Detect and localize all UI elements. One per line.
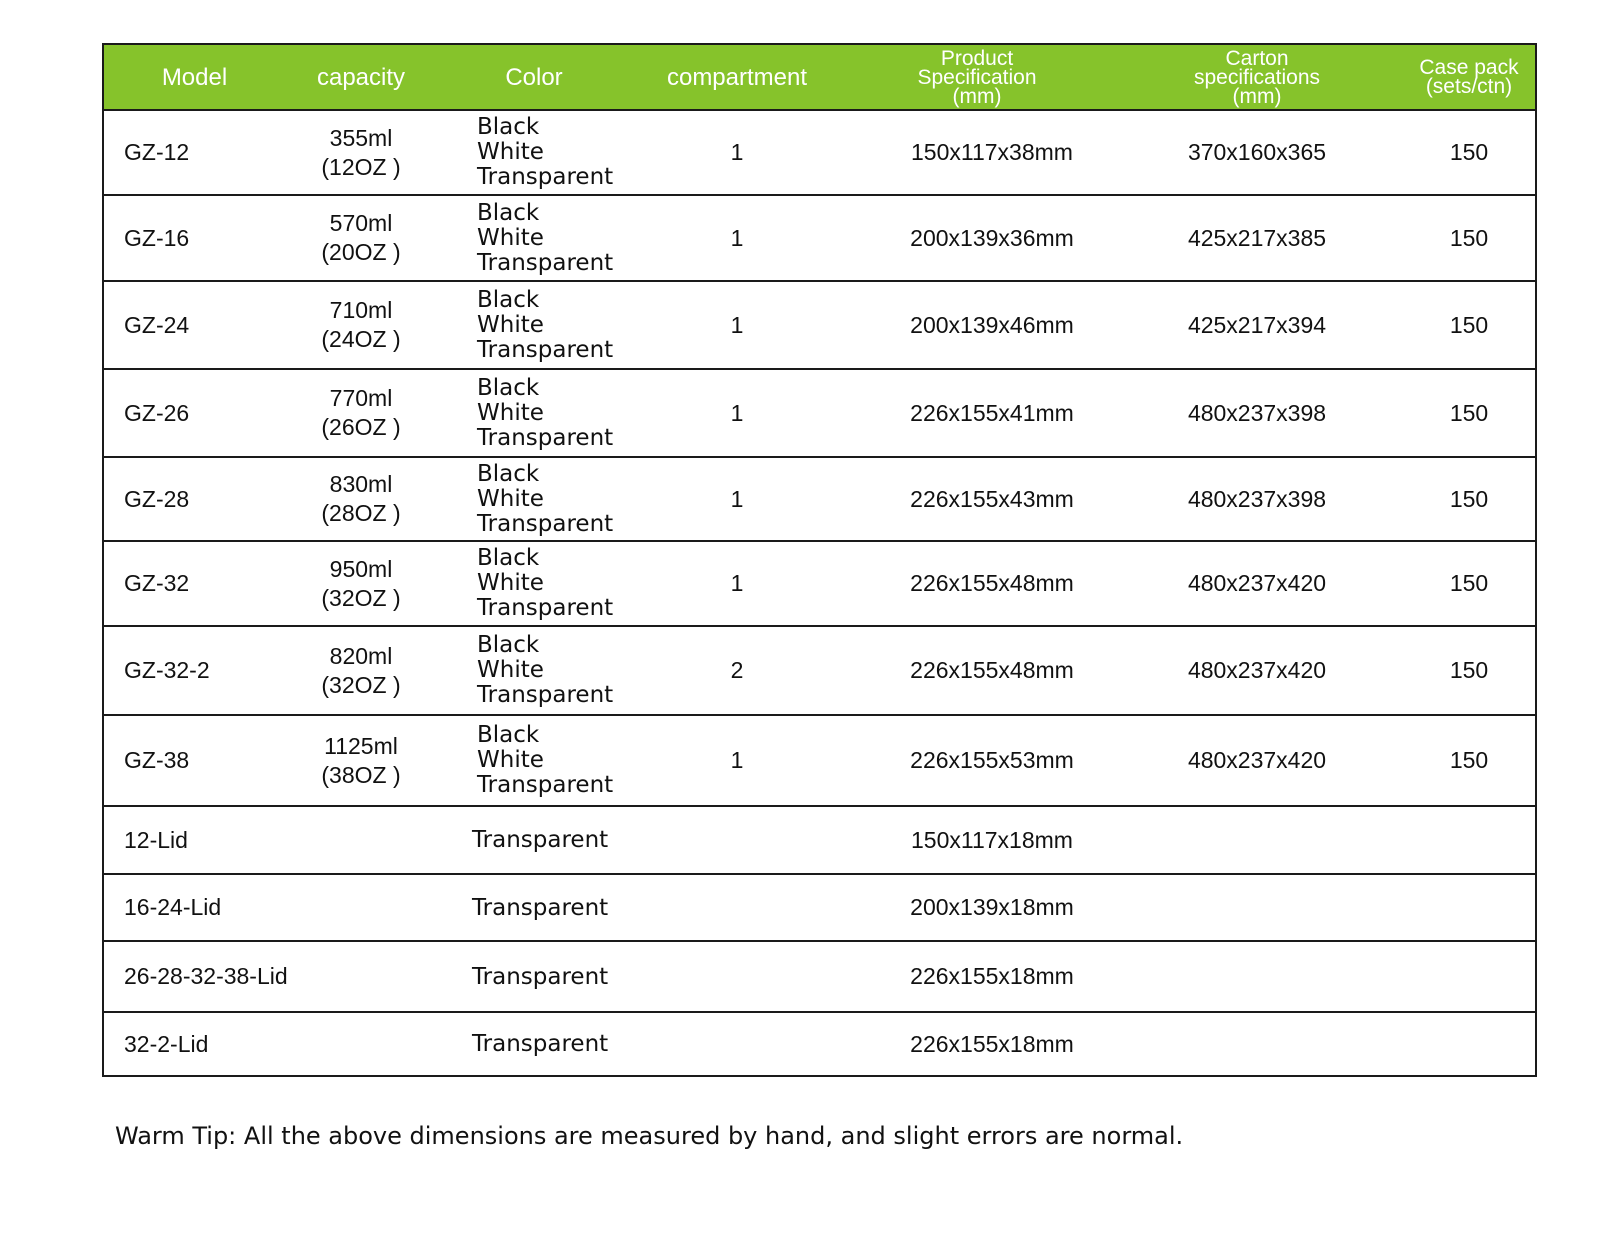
color-cell: Transparent (437, 941, 631, 1012)
compartment-cell: 1 (631, 281, 843, 369)
table-row (103, 626, 1536, 715)
capacity-cell: 830ml (28OZ ) (285, 457, 437, 541)
product-spec-cell: 150x117x38mm (843, 110, 1111, 195)
header-carton-spec: Carton specifications (mm) (1111, 44, 1403, 110)
model-cell: GZ-12 (103, 110, 285, 195)
color-cell: Black White Transparent (437, 626, 631, 715)
header-row (103, 44, 1536, 110)
color-cell: Black White Transparent (437, 541, 631, 626)
case-pack-cell: 150 (1403, 110, 1536, 195)
compartment-cell: 1 (631, 110, 843, 195)
capacity-cell: 820ml (32OZ ) (285, 626, 437, 715)
compartment-cell: 1 (631, 457, 843, 541)
carton-spec-cell: 425x217x394 (1111, 281, 1403, 369)
product-spec-cell: 226x155x18mm (843, 941, 1111, 1012)
model-cell: 26-28-32-38-Lid (103, 941, 437, 1012)
table-row (103, 457, 1536, 541)
color-cell: Transparent (437, 1012, 631, 1076)
capacity-cell: 770ml (26OZ ) (285, 369, 437, 457)
product-spec-cell: 226x155x41mm (843, 369, 1111, 457)
table-row (103, 715, 1536, 806)
lid-row (103, 874, 1536, 941)
model-cell: GZ-16 (103, 195, 285, 281)
capacity-cell: 710ml (24OZ ) (285, 281, 437, 369)
product-spec-cell: 226x155x48mm (843, 626, 1111, 715)
carton-spec-cell: 480x237x420 (1111, 541, 1403, 626)
case-pack-cell: 150 (1403, 457, 1536, 541)
color-cell: Transparent (437, 874, 631, 941)
model-cell: GZ-26 (103, 369, 285, 457)
carton-spec-cell: 480x237x420 (1111, 626, 1403, 715)
case-pack-cell: 150 (1403, 195, 1536, 281)
color-cell: Black White Transparent (437, 281, 631, 369)
table-row (103, 541, 1536, 626)
table-row (103, 110, 1536, 195)
product-spec-cell: 200x139x46mm (843, 281, 1111, 369)
carton-spec-cell: 425x217x385 (1111, 195, 1403, 281)
capacity-cell: 1125ml (38OZ ) (285, 715, 437, 806)
product-spec-cell: 150x117x18mm (843, 806, 1111, 874)
model-cell: GZ-32-2 (103, 626, 285, 715)
color-cell: Transparent (437, 806, 631, 874)
compartment-cell: 1 (631, 195, 843, 281)
compartment-cell: 1 (631, 369, 843, 457)
model-cell: GZ-32 (103, 541, 285, 626)
model-cell: 16-24-Lid (103, 874, 437, 941)
product-spec-cell: 200x139x36mm (843, 195, 1111, 281)
table-row (103, 195, 1536, 281)
product-spec-cell: 226x155x43mm (843, 457, 1111, 541)
color-cell: Black White Transparent (437, 369, 631, 457)
case-pack-cell: 150 (1403, 541, 1536, 626)
model-cell: GZ-24 (103, 281, 285, 369)
header-capacity: capacity (285, 44, 437, 110)
table-row (103, 369, 1536, 457)
carton-spec-cell: 480x237x420 (1111, 715, 1403, 806)
color-cell: Black White Transparent (437, 110, 631, 195)
color-cell: Black White Transparent (437, 195, 631, 281)
case-pack-cell: 150 (1403, 369, 1536, 457)
color-cell: Black White Transparent (437, 457, 631, 541)
color-cell: Black White Transparent (437, 715, 631, 806)
table-row (103, 281, 1536, 369)
product-spec-cell: 226x155x48mm (843, 541, 1111, 626)
lid-row (103, 1012, 1536, 1076)
capacity-cell: 355ml (12OZ ) (285, 110, 437, 195)
case-pack-cell: 150 (1403, 281, 1536, 369)
model-cell: GZ-38 (103, 715, 285, 806)
compartment-cell: 2 (631, 626, 843, 715)
model-cell: 32-2-Lid (103, 1012, 437, 1076)
product-spec-cell: 226x155x53mm (843, 715, 1111, 806)
warm-tip-note: Warm Tip: All the above dimensions are measured by hand, and slight errors are normal. (115, 1122, 1184, 1150)
header-color: Color (437, 44, 631, 110)
header-model: Model (103, 44, 285, 110)
capacity-cell: 950ml (32OZ ) (285, 541, 437, 626)
product-spec-cell: 226x155x18mm (843, 1012, 1111, 1076)
model-cell: 12-Lid (103, 806, 437, 874)
carton-spec-cell: 370x160x365 (1111, 110, 1403, 195)
carton-spec-cell: 480x237x398 (1111, 457, 1403, 541)
case-pack-cell: 150 (1403, 715, 1536, 806)
capacity-cell: 570ml (20OZ ) (285, 195, 437, 281)
lid-row (103, 941, 1536, 1012)
compartment-cell: 1 (631, 541, 843, 626)
carton-spec-cell: 480x237x398 (1111, 369, 1403, 457)
spec-table (102, 43, 1537, 1077)
product-spec-cell: 200x139x18mm (843, 874, 1111, 941)
lid-row (103, 806, 1536, 874)
model-cell: GZ-28 (103, 457, 285, 541)
case-pack-cell: 150 (1403, 626, 1536, 715)
header-case-pack: Case pack (sets/ctn) (1403, 44, 1536, 110)
compartment-cell: 1 (631, 715, 843, 806)
header-product-spec: Product Specification (mm) (843, 44, 1111, 110)
header-compartment: compartment (631, 44, 843, 110)
